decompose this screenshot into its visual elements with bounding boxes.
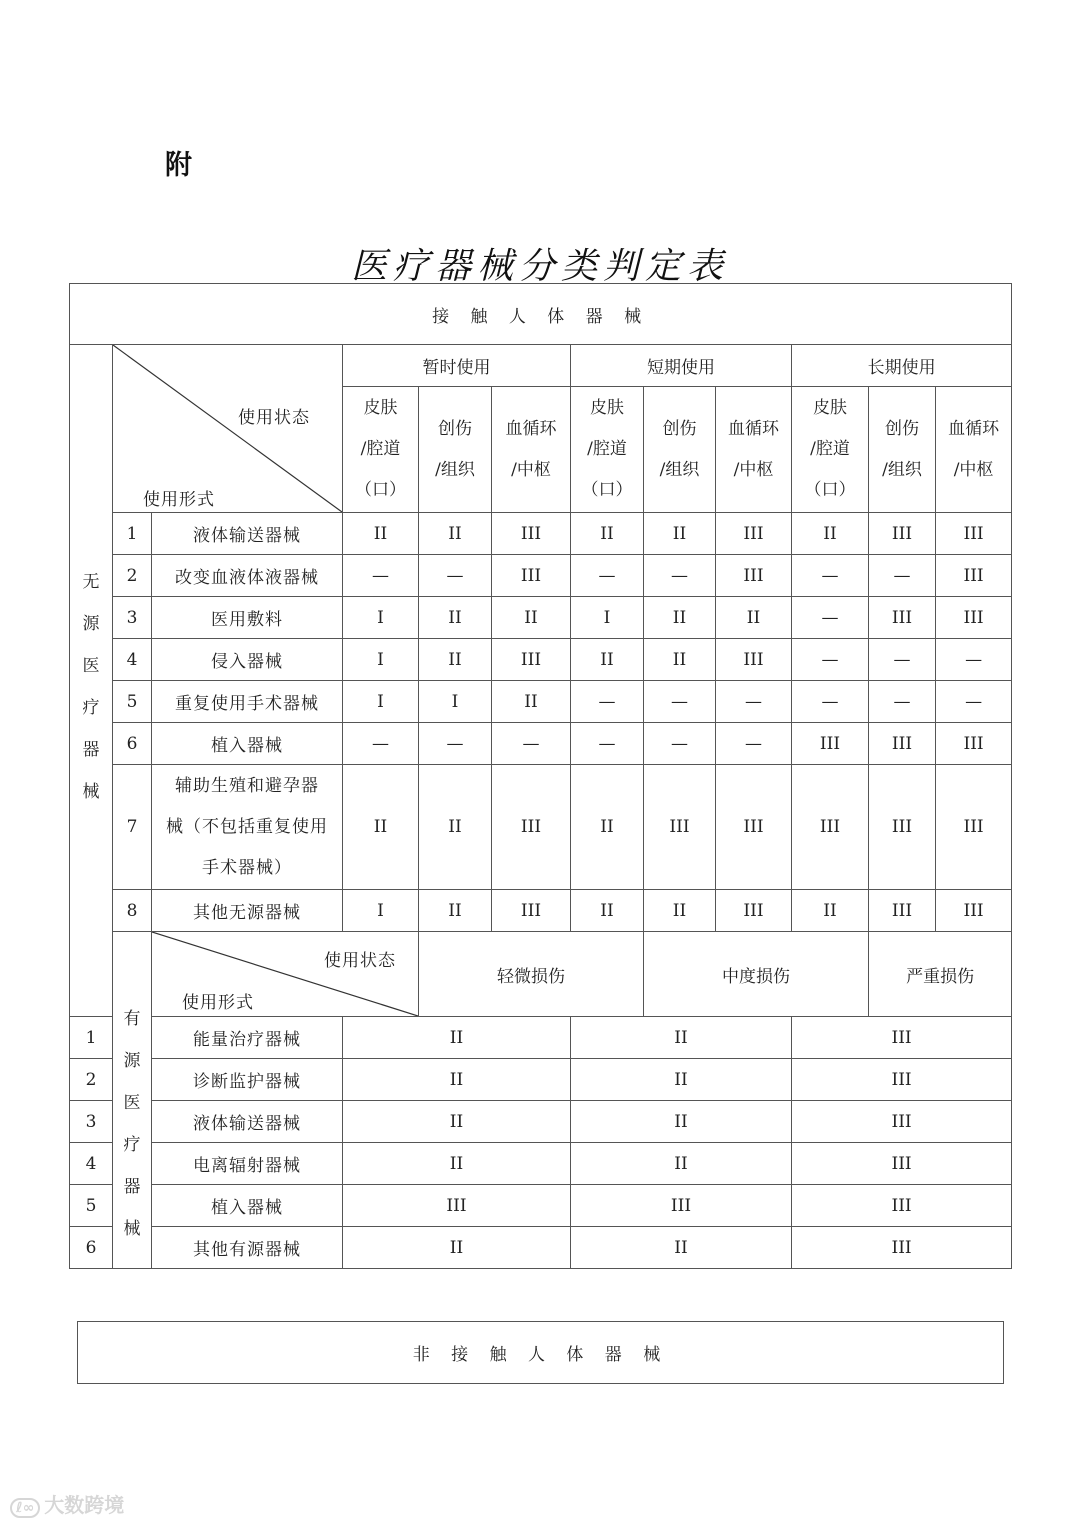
class-cell: III [571, 1185, 792, 1227]
side-char: 源 [123, 1051, 141, 1071]
class-cell: — [869, 639, 936, 681]
class-cell: III [343, 1185, 571, 1227]
class-cell: III [792, 1059, 1012, 1101]
row-number: 3 [70, 1101, 113, 1143]
class-cell: — [792, 555, 869, 597]
class-cell: — [644, 555, 716, 597]
device-type: 重复使用手术器械 [152, 681, 343, 723]
class-cell: II [716, 597, 792, 639]
side-char: 医 [82, 655, 100, 676]
class-cell: III [492, 555, 571, 597]
subcol-header [644, 387, 716, 513]
class-cell: I [343, 639, 419, 681]
subcol-header [571, 387, 644, 513]
class-cell: — [343, 723, 419, 765]
side-char: 疗 [82, 697, 100, 718]
diag-usage-form: 使用形式 [143, 490, 215, 510]
subcol-line: （口） [581, 480, 633, 501]
device-type: 能量治疗器械 [152, 1017, 343, 1059]
row-number: 1 [70, 1017, 113, 1059]
class-cell: II [792, 513, 869, 555]
subcol-line: /腔道 [810, 439, 850, 460]
class-cell: III [792, 765, 869, 890]
class-cell: I [343, 890, 419, 932]
subcol-line: 创伤 [885, 418, 919, 439]
table-row [70, 681, 1012, 723]
row-number: 6 [113, 723, 152, 765]
row-number: 6 [70, 1227, 113, 1269]
duration-long: 长期使用 [792, 345, 1012, 387]
class-cell: III [792, 1143, 1012, 1185]
class-cell: III [644, 765, 716, 890]
class-cell: III [936, 890, 1012, 932]
class-cell: II [571, 639, 644, 681]
class-cell: II [419, 513, 492, 555]
class-cell: III [792, 723, 869, 765]
class-cell: III [792, 1017, 1012, 1059]
active-side-label [113, 932, 152, 1269]
row-number: 8 [113, 890, 152, 932]
device-type: 液体输送器械 [152, 1101, 343, 1143]
class-cell: II [343, 1227, 571, 1269]
device-type: 其他无源器械 [152, 890, 343, 932]
active-side-text [113, 950, 151, 1250]
device-type-line: 辅助生殖和避孕器 [175, 775, 319, 796]
class-cell: III [492, 639, 571, 681]
class-cell: II [644, 890, 716, 932]
row-number: 3 [113, 597, 152, 639]
class-cell: — [936, 681, 1012, 723]
class-cell: II [571, 1101, 792, 1143]
watermark [10, 1489, 124, 1518]
class-cell: — [792, 681, 869, 723]
row-number: 5 [113, 681, 152, 723]
class-cell: — [571, 723, 644, 765]
diag-usage-state: 使用状态 [238, 408, 310, 428]
class-cell: III [936, 513, 1012, 555]
class-cell: II [644, 513, 716, 555]
class-cell: — [716, 723, 792, 765]
row-number: 7 [113, 765, 152, 890]
subcol-line: /组织 [435, 459, 475, 480]
class-cell: II [419, 890, 492, 932]
class-cell: II [419, 639, 492, 681]
diag-usage-state: 使用状态 [324, 951, 396, 971]
duration-short: 短期使用 [571, 345, 792, 387]
subcol-line: /中枢 [733, 459, 774, 480]
class-cell: I [571, 597, 644, 639]
class-cell: II [571, 890, 644, 932]
subcol-header [419, 387, 492, 513]
class-cell: III [936, 555, 1012, 597]
class-cell: — [644, 681, 716, 723]
row-number: 4 [113, 639, 152, 681]
class-cell: III [716, 555, 792, 597]
class-cell: III [716, 639, 792, 681]
subcol-header [343, 387, 419, 513]
class-cell: II [343, 1059, 571, 1101]
side-char: 有 [123, 1009, 141, 1029]
row-number: 4 [70, 1143, 113, 1185]
class-cell: — [869, 681, 936, 723]
class-cell: — [492, 723, 571, 765]
subcol-header [492, 387, 571, 513]
table-row [70, 765, 1012, 890]
subcol-line: 血循环 [505, 418, 557, 439]
class-cell: II [571, 1227, 792, 1269]
device-type: 液体输送器械 [152, 513, 343, 555]
side-char: 器 [82, 739, 100, 760]
row-number: 2 [70, 1059, 113, 1101]
class-cell: II [571, 1143, 792, 1185]
subcol-line: /腔道 [587, 439, 627, 460]
device-type: 其他有源器械 [152, 1227, 343, 1269]
subcol-line: 血循环 [728, 418, 779, 439]
class-cell: — [792, 597, 869, 639]
side-char: 医 [123, 1093, 141, 1113]
side-char: 器 [123, 1177, 141, 1197]
table-row [70, 1059, 1012, 1101]
class-cell: II [492, 681, 571, 723]
row-number: 1 [113, 513, 152, 555]
device-type: 电离辐射器械 [152, 1143, 343, 1185]
class-cell: II [343, 765, 419, 890]
subcol-line: 创伤 [662, 418, 697, 439]
class-cell: — [792, 639, 869, 681]
class-cell: — [571, 681, 644, 723]
class-cell: III [869, 513, 936, 555]
passive-diagonal-header [113, 345, 343, 513]
side-char: 械 [123, 1219, 141, 1239]
subcol-line: 皮肤 [363, 398, 398, 419]
class-cell: III [792, 1227, 1012, 1269]
class-cell: — [419, 723, 492, 765]
class-cell: II [343, 1143, 571, 1185]
class-cell: — [644, 723, 716, 765]
side-char: 源 [82, 613, 100, 634]
class-cell: II [492, 597, 571, 639]
passive-side-label [70, 345, 113, 1017]
class-cell: III [792, 1185, 1012, 1227]
table-row [70, 513, 1012, 555]
class-cell: II [571, 765, 644, 890]
page-title: 医疗器械分类判定表 [350, 246, 729, 287]
class-cell: III [869, 765, 936, 890]
subcol-line: （口） [804, 480, 856, 501]
class-cell: — [936, 639, 1012, 681]
duration-temporary: 暂时使用 [343, 345, 571, 387]
table-row [70, 1185, 1012, 1227]
diag-usage-form: 使用形式 [182, 993, 254, 1013]
device-type-line: 械（不包括重复使用 [166, 816, 328, 837]
class-cell: II [644, 639, 716, 681]
contact-header: 接 触 人 体 器 械 [70, 284, 1012, 345]
subcol-line: /中枢 [511, 459, 551, 480]
non-contact-header: 非 接 触 人 体 器 械 [77, 1321, 1004, 1384]
table-row [70, 1101, 1012, 1143]
class-cell: II [571, 1059, 792, 1101]
device-type: 植入器械 [152, 1185, 343, 1227]
subcol-line: /组织 [882, 459, 922, 480]
watermark-text: 大数跨境 [44, 1493, 125, 1517]
class-cell: III [792, 1101, 1012, 1143]
classification-table [69, 283, 1012, 1269]
class-cell: — [869, 555, 936, 597]
class-cell: I [343, 597, 419, 639]
subcol-line: /中枢 [953, 459, 994, 480]
device-type: 植入器械 [152, 723, 343, 765]
table-row [70, 1017, 1012, 1059]
table-row [70, 555, 1012, 597]
table-row [70, 597, 1012, 639]
device-type: 诊断监护器械 [152, 1059, 343, 1101]
class-cell: III [716, 513, 792, 555]
severity-header: 严重损伤 [869, 932, 1012, 1017]
device-type: 侵入器械 [152, 639, 343, 681]
class-cell: III [936, 723, 1012, 765]
table-row [70, 639, 1012, 681]
class-cell: II [419, 765, 492, 890]
subcol-header [792, 387, 869, 513]
class-cell: II [792, 890, 869, 932]
subcol-line: /腔道 [360, 439, 401, 460]
class-cell: III [492, 890, 571, 932]
class-cell: II [644, 597, 716, 639]
class-cell: II [571, 1017, 792, 1059]
class-cell: — [716, 681, 792, 723]
class-cell: II [571, 513, 644, 555]
device-type: 改变血液体液器械 [152, 555, 343, 597]
subcol-line: /组织 [659, 459, 700, 480]
subcol-header [716, 387, 792, 513]
active-diagonal-header [152, 932, 419, 1017]
table-row [70, 1143, 1012, 1185]
subcol-header [869, 387, 936, 513]
class-cell: III [869, 890, 936, 932]
side-char: 械 [82, 781, 100, 802]
class-cell: I [343, 681, 419, 723]
device-type [152, 765, 343, 890]
class-cell: III [716, 765, 792, 890]
class-cell: III [716, 890, 792, 932]
class-cell: III [869, 723, 936, 765]
severity-header: 中度损伤 [644, 932, 869, 1017]
subcol-line: 血循环 [948, 418, 1000, 439]
subcol-line: 皮肤 [590, 398, 624, 419]
class-cell: — [343, 555, 419, 597]
class-cell: II [343, 1017, 571, 1059]
class-cell: II [343, 513, 419, 555]
class-cell: — [419, 555, 492, 597]
severity-header: 轻微损伤 [419, 932, 644, 1017]
class-cell: III [936, 765, 1012, 890]
subcol-line: （口） [355, 480, 406, 501]
active-header-row [70, 932, 1012, 1017]
row-number: 2 [113, 555, 152, 597]
class-cell: — [571, 555, 644, 597]
subcol-line: 皮肤 [813, 398, 847, 419]
class-cell: III [492, 765, 571, 890]
class-cell: III [869, 597, 936, 639]
table-row [70, 723, 1012, 765]
device-type-line: 手术器械） [202, 857, 292, 878]
side-char: 疗 [123, 1135, 141, 1155]
table-row [70, 1227, 1012, 1269]
class-cell: III [936, 597, 1012, 639]
device-type: 医用敷料 [152, 597, 343, 639]
class-cell: II [343, 1101, 571, 1143]
class-cell: I [419, 681, 492, 723]
subcol-line: 创伤 [438, 418, 472, 439]
row-number: 5 [70, 1185, 113, 1227]
class-cell: III [492, 513, 571, 555]
table-row [70, 890, 1012, 932]
class-cell: II [419, 597, 492, 639]
subcol-header [936, 387, 1012, 513]
logo-icon: ℓ∞ [10, 1498, 40, 1518]
attachment-label: 附 [165, 150, 192, 181]
side-char: 无 [82, 571, 100, 592]
